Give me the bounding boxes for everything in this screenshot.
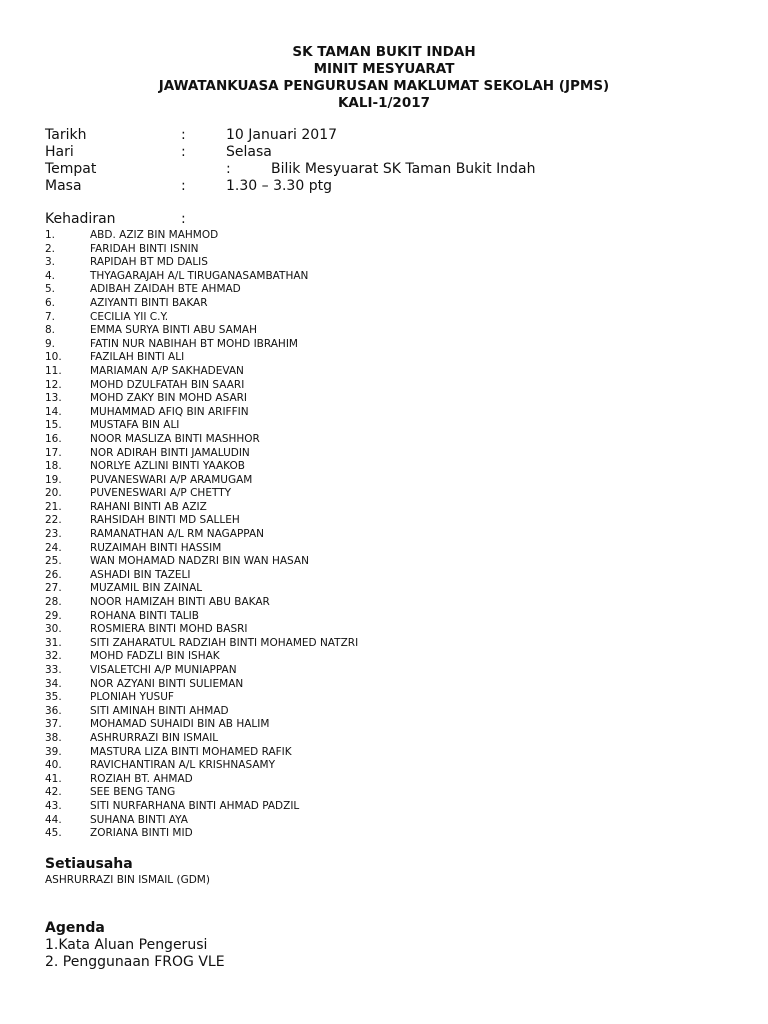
attendee-number: 6. bbox=[45, 296, 56, 309]
list-item bbox=[45, 351, 745, 365]
list-item bbox=[45, 582, 745, 596]
attendee-name: NORLYE AZLINI BINTI YAAKOB bbox=[90, 460, 245, 473]
attendee-number: 32. bbox=[45, 650, 62, 663]
list-item bbox=[45, 270, 745, 284]
list-item bbox=[45, 392, 745, 406]
attendee-number: 4. bbox=[45, 269, 56, 282]
attendee-number: 7. bbox=[45, 310, 56, 323]
list-item bbox=[45, 786, 745, 800]
attendee-name: MOHD FADZLI BIN ISHAK bbox=[90, 650, 220, 663]
attendee-number: 24. bbox=[45, 541, 62, 554]
attendee-number: 42. bbox=[45, 786, 62, 799]
list-item bbox=[45, 379, 745, 393]
time-label: Masa bbox=[45, 178, 82, 194]
venue-label: Tempat bbox=[45, 161, 97, 177]
attendee-number: 21. bbox=[45, 500, 62, 513]
attendee-name: MASTURA LIZA BINTI MOHAMED RAFIK bbox=[90, 745, 292, 758]
attendee-name: EMMA SURYA BINTI ABU SAMAH bbox=[90, 324, 257, 337]
list-item bbox=[45, 501, 745, 515]
list-item bbox=[45, 718, 745, 732]
attendee-name: ROZIAH BT. AHMAD bbox=[90, 772, 193, 785]
day-value: Selasa bbox=[226, 144, 272, 160]
list-item bbox=[45, 229, 745, 243]
list-item bbox=[45, 297, 745, 311]
attendee-name: NOOR MASLIZA BINTI MASHHOR bbox=[90, 432, 260, 445]
list-item bbox=[45, 759, 745, 773]
attendee-name: MUHAMMAD AFIQ BIN ARIFFIN bbox=[90, 405, 249, 418]
attendee-name: NOR AZYANI BINTI SULIEMAN bbox=[90, 677, 244, 690]
list-item bbox=[45, 447, 745, 461]
attendee-name: RAVICHANTIRAN A/L KRISHNASAMY bbox=[90, 759, 275, 772]
attendee-name: THYAGARAJAH A/L TIRUGANASAMBATHAN bbox=[90, 269, 309, 282]
secretary-heading: Setiausaha bbox=[45, 856, 133, 872]
attendee-name: AZIYANTI BINTI BAKAR bbox=[90, 296, 208, 309]
list-item bbox=[45, 827, 745, 841]
list-item bbox=[45, 283, 745, 297]
attendee-name: SITI ZAHARATUL RADZIAH BINTI MOHAMED NATZRI bbox=[90, 636, 359, 649]
list-item bbox=[45, 814, 745, 828]
attendee-name: NOR ADIRAH BINTI JAMALUDIN bbox=[90, 446, 250, 459]
attendee-number: 19. bbox=[45, 473, 62, 486]
list-item bbox=[45, 487, 745, 501]
attendee-name: RAHSIDAH BINTI MD SALLEH bbox=[90, 514, 240, 527]
attendee-name: RAPIDAH BT MD DALIS bbox=[90, 256, 208, 269]
venue-colon: : bbox=[226, 161, 231, 177]
list-item bbox=[45, 637, 745, 651]
attendee-name: FARIDAH BINTI ISNIN bbox=[90, 242, 199, 255]
list-item bbox=[45, 623, 745, 637]
attendance-label: Kehadiran bbox=[45, 211, 116, 227]
attendee-number: 26. bbox=[45, 568, 62, 581]
time-row bbox=[45, 178, 745, 195]
attendee-name: MUZAMIL BIN ZAINAL bbox=[90, 582, 203, 595]
attendee-number: 20. bbox=[45, 487, 62, 500]
list-item bbox=[45, 365, 745, 379]
attendee-number: 11. bbox=[45, 364, 62, 377]
list-item bbox=[45, 678, 745, 692]
list-item bbox=[45, 528, 745, 542]
list-item bbox=[45, 433, 745, 447]
agenda-item: 1.Kata Aluan Pengerusi bbox=[45, 937, 208, 953]
attendance-list bbox=[45, 229, 745, 841]
attendee-name: MUSTAFA BIN ALI bbox=[90, 419, 180, 432]
attendee-number: 18. bbox=[45, 460, 62, 473]
attendee-number: 3. bbox=[45, 256, 56, 269]
attendee-number: 13. bbox=[45, 392, 62, 405]
list-item bbox=[45, 514, 745, 528]
time-value: 1.30 – 3.30 ptg bbox=[226, 178, 332, 194]
attendee-number: 15. bbox=[45, 419, 62, 432]
list-item bbox=[45, 338, 745, 352]
attendee-number: 38. bbox=[45, 731, 62, 744]
time-colon: : bbox=[181, 178, 186, 194]
attendee-name: PUVANESWARI A/P ARAMUGAM bbox=[90, 473, 253, 486]
committee-name: JAWATANKUASA PENGURUSAN MAKLUMAT SEKOLAH (JPMS) bbox=[158, 78, 610, 94]
day-row bbox=[45, 144, 745, 161]
attendee-name: SITI NURFARHANA BINTI AHMAD PADZIL bbox=[90, 799, 300, 812]
attendee-name: VISALETCHI A/P MUNIAPPAN bbox=[90, 664, 237, 676]
attendee-number: 16. bbox=[45, 432, 62, 445]
attendee-number: 43. bbox=[45, 799, 62, 812]
attendee-number: 35. bbox=[45, 691, 62, 704]
list-item bbox=[45, 324, 745, 338]
attendee-name: MARIAMAN A/P SAKHADEVAN bbox=[90, 364, 244, 377]
attendee-number: 37. bbox=[45, 718, 62, 731]
attendee-number: 17. bbox=[45, 446, 62, 459]
attendee-number: 25. bbox=[45, 555, 62, 568]
list-item bbox=[45, 800, 745, 814]
document-header bbox=[0, 44, 768, 112]
attendee-number: 30. bbox=[45, 623, 62, 636]
date-colon: : bbox=[181, 127, 186, 143]
attendee-number: 33. bbox=[45, 664, 62, 676]
attendee-name: ABD. AZIZ BIN MAHMOD bbox=[90, 229, 219, 241]
attendee-number: 45. bbox=[45, 827, 62, 840]
attendee-number: 31. bbox=[45, 636, 62, 649]
list-item bbox=[45, 664, 745, 678]
attendee-name: ASHADI BIN TAZELI bbox=[90, 568, 191, 581]
list-item bbox=[45, 650, 745, 664]
attendee-number: 8. bbox=[45, 324, 56, 337]
attendee-name: MOHAMAD SUHAIDI BIN AB HALIM bbox=[90, 718, 270, 731]
list-item bbox=[45, 569, 745, 583]
attendee-name: ROSMIERA BINTI MOHD BASRI bbox=[90, 623, 248, 636]
meeting-number: KALI-1/2017 bbox=[337, 95, 431, 111]
date-label: Tarikh bbox=[45, 127, 87, 143]
attendee-number: 44. bbox=[45, 813, 62, 826]
attendee-name: ZORIANA BINTI MID bbox=[90, 827, 193, 840]
attendee-number: 9. bbox=[45, 337, 56, 350]
list-item bbox=[45, 419, 745, 433]
day-label: Hari bbox=[45, 144, 74, 160]
attendee-name: SUHANA BINTI AYA bbox=[90, 813, 188, 826]
attendee-name: MOHD DZULFATAH BIN SAARI bbox=[90, 378, 245, 391]
minutes-title: MINIT MESYUARAT bbox=[313, 61, 455, 77]
attendee-name: ROHANA BINTI TALIB bbox=[90, 609, 199, 622]
list-item bbox=[45, 555, 745, 569]
list-item bbox=[45, 705, 745, 719]
attendee-number: 5. bbox=[45, 283, 56, 296]
list-item bbox=[45, 406, 745, 420]
list-item bbox=[45, 610, 745, 624]
attendee-number: 14. bbox=[45, 405, 62, 418]
attendee-number: 12. bbox=[45, 378, 62, 391]
attendee-name: FAZILAH BINTI ALI bbox=[90, 351, 185, 364]
list-item bbox=[45, 542, 745, 556]
attendee-name: PLONIAH YUSUF bbox=[90, 691, 174, 704]
list-item bbox=[45, 773, 745, 787]
agenda-heading: Agenda bbox=[45, 920, 105, 936]
attendee-number: 27. bbox=[45, 582, 62, 595]
attendee-name: RAHANI BINTI AB AZIZ bbox=[90, 500, 207, 513]
attendance-colon: : bbox=[181, 211, 186, 227]
attendee-name: RAMANATHAN A/L RM NAGAPPAN bbox=[90, 528, 265, 541]
attendee-number: 29. bbox=[45, 609, 62, 622]
attendee-name: CECILIA YII C.Y. bbox=[90, 310, 169, 323]
list-item bbox=[45, 691, 745, 705]
list-item bbox=[45, 732, 745, 746]
list-item bbox=[45, 596, 745, 610]
attendee-number: 2. bbox=[45, 242, 56, 255]
venue-row bbox=[45, 161, 745, 178]
attendee-name: SITI AMINAH BINTI AHMAD bbox=[90, 704, 229, 717]
list-item bbox=[45, 311, 745, 325]
attendee-number: 23. bbox=[45, 528, 62, 541]
attendee-name: RUZAIMAH BINTI HASSIM bbox=[90, 541, 222, 554]
date-value: 10 Januari 2017 bbox=[226, 127, 338, 143]
attendee-number: 40. bbox=[45, 759, 62, 772]
attendee-name: PUVENESWARI A/P CHETTY bbox=[90, 487, 232, 500]
attendee-name: FATIN NUR NABIHAH BT MOHD IBRAHIM bbox=[90, 337, 298, 350]
attendee-number: 41. bbox=[45, 772, 62, 785]
agenda-item: 2. Penggunaan FROG VLE bbox=[45, 954, 225, 970]
attendee-number: 34. bbox=[45, 677, 62, 690]
attendee-number: 10. bbox=[45, 351, 62, 364]
attendee-number: 22. bbox=[45, 514, 62, 527]
attendee-number: 39. bbox=[45, 745, 62, 758]
attendee-number: 1. bbox=[45, 229, 56, 241]
list-item bbox=[45, 243, 745, 257]
attendee-name: NOOR HAMIZAH BINTI ABU BAKAR bbox=[90, 596, 270, 609]
date-row bbox=[45, 127, 745, 144]
school-name: SK TAMAN BUKIT INDAH bbox=[292, 44, 476, 60]
attendee-name: ASHRURRAZI BIN ISMAIL bbox=[90, 731, 219, 744]
agenda-list bbox=[45, 937, 225, 971]
list-item bbox=[45, 256, 745, 270]
venue-value: Bilik Mesyuarat SK Taman Bukit Indah bbox=[271, 161, 536, 177]
list-item bbox=[45, 474, 745, 488]
secretary-name: ASHRURRAZI BIN ISMAIL (GDM) bbox=[45, 874, 210, 886]
attendee-name: MOHD ZAKY BIN MOHD ASARI bbox=[90, 392, 248, 405]
attendee-number: 28. bbox=[45, 596, 62, 609]
attendee-name: WAN MOHAMAD NADZRI BIN WAN HASAN bbox=[90, 555, 309, 568]
day-colon: : bbox=[181, 144, 186, 160]
attendee-name: SEE BENG TANG bbox=[90, 786, 176, 799]
list-item bbox=[45, 460, 745, 474]
attendee-number: 36. bbox=[45, 704, 62, 717]
meeting-details bbox=[45, 127, 745, 195]
attendee-name: ADIBAH ZAIDAH BTE AHMAD bbox=[90, 283, 241, 296]
list-item bbox=[45, 746, 745, 760]
